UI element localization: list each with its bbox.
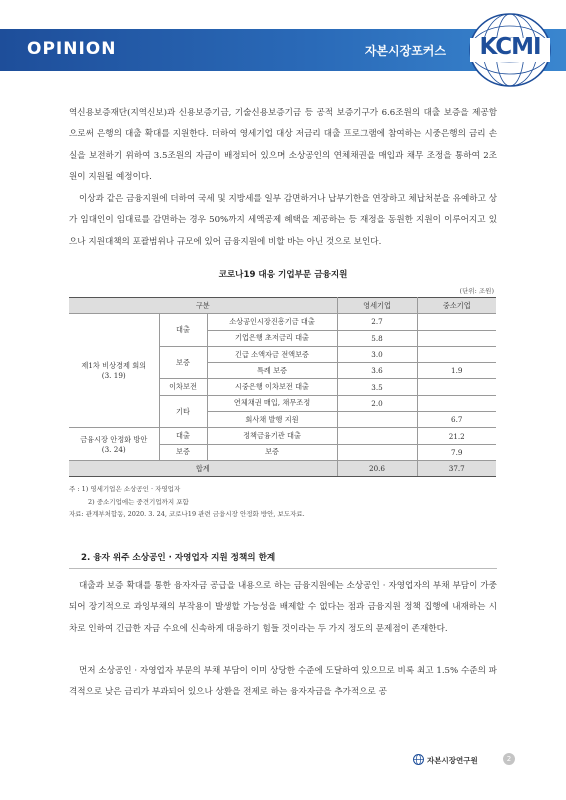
small-cell: 3.5: [337, 379, 417, 395]
total-label: 합계: [69, 460, 337, 476]
small-cell: [337, 412, 417, 428]
header-small: 영세기업: [337, 298, 417, 314]
table-title: 코로나19 대응 기업부문 금융지원: [218, 270, 348, 280]
sme-cell: [417, 395, 496, 411]
sme-cell: [417, 346, 496, 362]
small-cell: 2.7: [337, 314, 417, 330]
header-sme: 중소기업: [417, 298, 496, 314]
page-number: 2: [503, 753, 515, 765]
small-cell: 5.8: [337, 330, 417, 346]
small-cell: [337, 444, 417, 460]
table-total-row: [69, 460, 496, 476]
body-paragraph-3: 대출과 보증 확대를 통한 융자자금 공급을 내용으로 하는 금융지원에는 소상공인 · 자영업자의 부채 부담이 가중되어 장기적으로 과잉부채의 부작용이 발생할 가능성을 배제할 수 없다는 점과 금융지원 정책 집행에 내재하는 시차로 인하여 긴급한 자금 수요에 신속하게 대응하기 힘들 것이라는 두 가지 정도의 문제점이 존재한다.: [69, 581, 497, 634]
table-row: [69, 314, 496, 330]
sme-cell: [417, 330, 496, 346]
sme-cell: 7.9: [417, 444, 496, 460]
sme-cell: [417, 314, 496, 330]
small-cell: 3.0: [337, 346, 417, 362]
sme-cell: [417, 379, 496, 395]
note-1: 주 : 1) 영세기업은 소상공인 · 자영업자: [69, 485, 181, 493]
total-sme: 37.7: [417, 460, 496, 476]
item-cell: 보증: [207, 444, 337, 460]
type-cell: 보증: [159, 444, 207, 460]
kcmi-logo-text: KCMI: [479, 34, 541, 60]
type-cell: 보증: [159, 346, 207, 379]
small-cell: [337, 428, 417, 444]
body-paragraph-4: 먼저 소상공인 · 자영업자 부문의 부채 부담이 이미 상당한 수준에 도달하여 있으므로 비록 최고 1.5% 수준의 파격적으로 낮은 금리가 부과되어 있으나 상환을 전제로 하는 융자자금을 추가적으로 공: [69, 666, 497, 698]
sme-cell: 1.9: [417, 363, 496, 379]
item-cell: 소상공인시장진흥기금 대출: [207, 314, 337, 330]
sme-cell: 21.2: [417, 428, 496, 444]
type-cell: 대출: [159, 428, 207, 444]
group-cell: [69, 428, 159, 461]
section-heading: 2. 융자 위주 소상공인 · 자영업자 지원 정책의 한계: [81, 553, 276, 563]
table-unit: (단위: 조원): [459, 287, 494, 295]
type-cell: 기타: [159, 395, 207, 428]
group-cell: [69, 314, 159, 428]
item-cell: 특례 보증: [207, 363, 337, 379]
note-source: 자료: 관계부처합동, 2020. 3. 24, 코로나19 관련 금융시장 안정화 방안, 보도자료.: [69, 510, 305, 518]
item-cell: 연체채권 매입, 채무조정: [207, 395, 337, 411]
table-header-row: [69, 298, 496, 314]
type-cell: 이차보전: [159, 379, 207, 395]
section-label: OPINION: [27, 39, 117, 59]
item-cell: 정책금융기관 대출: [207, 428, 337, 444]
small-cell: 3.6: [337, 363, 417, 379]
item-cell: 시중은행 이차보전 대출: [207, 379, 337, 395]
body-paragraph-2: 이상과 같은 금융지원에 더하여 국세 및 지방세를 일부 감면하거나 납부기한을 연장하고 체납처분을 유예하고 상가 임대인이 임대료를 감면하는 경우 50%까지 세액공제 혜택을 제공하는 등 재정을 동원한 지원이 이루어지고 있으나 지원대책의 포괄범위나 규모에 있어 금융지원에 비할 바는 아닌 것으로 보인다.: [69, 194, 497, 247]
sme-cell: 6.7: [417, 412, 496, 428]
small-cell: 2.0: [337, 395, 417, 411]
table-notes: [69, 483, 305, 521]
item-cell: 긴급 소액자금 전액보증: [207, 346, 337, 362]
type-cell: 대출: [159, 314, 207, 347]
group-label: 제1차 비상경제 회의: [81, 361, 147, 371]
group-label: 금융시장 안정화 방안: [80, 434, 148, 444]
item-cell: 회사채 발행 지원: [207, 412, 337, 428]
group-date: (3. 24): [101, 444, 126, 454]
section-divider: [69, 568, 497, 569]
item-cell: 기업은행 초저금리 대출: [207, 330, 337, 346]
body-paragraph-1: 역신용보증재단(지역신보)과 신용보증기금, 기술신용보증기금 등 공적 보증기구가 6.6조원의 대출 보증을 제공함으로써 은행의 대출 확대를 지원한다. 더하여 영세기업 대상 저금리 대출 프로그램에 참여하는 시중은행의 금리 손실을 보전하기 위하여 3.5조원의 자금이 배정되어 있으며 소상공인의 연체채권을 매입과 채무 조정을 통하여 2조원이 지원될 예정이다.: [69, 108, 497, 183]
table-row: [69, 428, 496, 444]
series-title: 자본시장포커스: [364, 44, 446, 58]
support-table: [69, 297, 496, 477]
institute-logo-icon: [413, 754, 424, 765]
header-category: 구분: [69, 298, 337, 314]
group-date: (3. 19): [101, 371, 126, 381]
total-small: 20.6: [337, 460, 417, 476]
note-2: 2) 중소기업에는 중견기업까지 포함: [88, 497, 189, 506]
footer-institute: 자본시장연구원: [427, 756, 478, 765]
